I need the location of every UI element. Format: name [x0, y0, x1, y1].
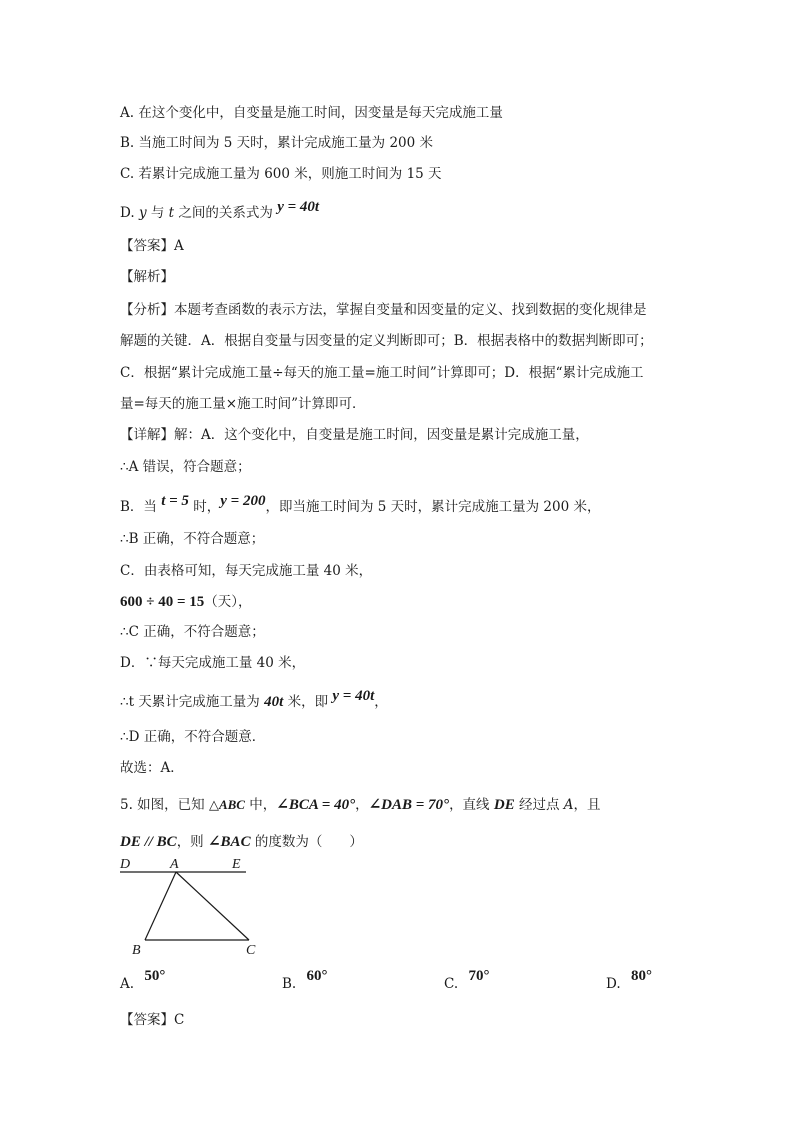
q4-text: （天），	[204, 594, 252, 610]
q5-formula: DE	[493, 797, 515, 813]
q4-text: B．当	[120, 499, 162, 515]
q5-stem-line-1	[120, 795, 601, 815]
label-d: D	[120, 857, 131, 872]
q4-analysis-title: 【解析】	[120, 269, 174, 285]
q4-text: 之间的关系式为	[174, 205, 278, 221]
q5-formula: DE // BC	[120, 834, 177, 850]
q5-triangle: △ABC	[208, 797, 245, 812]
q5-option-d	[606, 968, 652, 992]
label-b: B	[132, 943, 141, 958]
segment-ac	[176, 872, 249, 940]
q4-var-y: y	[138, 205, 147, 221]
q4-option-c: C. 若累计完成施工量为 600 米，则施工时间为 15 天	[120, 166, 442, 182]
q5-text: 的度数为（ ）	[250, 834, 363, 850]
q5-option-c	[444, 968, 490, 992]
q4-detail-line-4: ∴B 正确，不符合题意；	[120, 531, 265, 547]
q5-option-value: 80°	[630, 968, 652, 984]
q4-detail-line-6	[120, 592, 252, 612]
q4-analysis-line-2: 解题的关键．A．根据自变量与因变量的定义判断即可；B．根据表格中的数据判断即可；	[120, 333, 653, 349]
q4-detail-line-5: C．由表格可知，每天完成施工量 40 米，	[120, 563, 373, 579]
q4-analysis-line-4: 量=每天的施工量×施工时间”计算即可．	[120, 396, 366, 412]
q4-formula: t = 5	[161, 493, 189, 509]
q5-text: ，直线	[449, 797, 494, 813]
q4-detail-line-9	[120, 688, 388, 712]
q5-text: 经过点	[514, 797, 564, 813]
q5-text: ，	[355, 797, 369, 813]
q4-formula: 40t	[264, 694, 284, 710]
q4-detail-line-11: 故选：A．	[120, 760, 184, 776]
label-c: C	[246, 943, 256, 958]
q4-detail-line-8: D．∵每天完成施工量 40 米，	[120, 655, 306, 671]
q5-option-a	[120, 968, 166, 992]
q4-option-d-label: D.	[120, 205, 139, 221]
q4-formula: 600 ÷ 40 = 15	[120, 594, 205, 610]
label-a: A	[170, 857, 179, 872]
q4-text: 米，即	[283, 694, 333, 710]
q5-option-letter: D.	[606, 976, 621, 992]
q4-formula: y = 40t	[332, 688, 375, 704]
q5-answer: 【答案】C	[120, 1012, 185, 1028]
q4-option-d	[120, 199, 320, 223]
q5-stem-line-2	[120, 832, 363, 852]
q5-option-letter: C.	[444, 976, 459, 992]
q5-text: ，且	[573, 797, 601, 813]
q4-text: 时，	[188, 499, 221, 515]
q4-detail-line-7: ∴C 正确，不符合题意；	[120, 624, 265, 640]
q4-answer: 【答案】A	[120, 238, 184, 254]
q5-point: A	[563, 797, 574, 813]
q4-formula: y = 200	[220, 493, 266, 509]
q4-detail-line-2: ∴A 错误，符合题意；	[120, 459, 251, 475]
segment-ab	[145, 872, 176, 940]
q4-text: ，即当施工时间为 5 天时，累计完成施工量为 200 米，	[265, 499, 601, 515]
q4-var-t: t	[168, 205, 175, 221]
q5-option-value: 70°	[468, 968, 490, 984]
q5-option-letter: B.	[282, 976, 297, 992]
q5-text: 中，	[244, 797, 277, 813]
q4-detail-line-1: 【详解】解：A．这个变化中，自变量是施工时间，因变量是累计完成施工量，	[120, 427, 589, 443]
q4-text: ，	[374, 694, 388, 710]
q5-formula: ∠BAC	[207, 834, 251, 850]
q5-option-value: 60°	[306, 968, 328, 984]
q5-text: ，则	[176, 834, 208, 850]
q5-triangle-figure	[118, 852, 278, 962]
q5-text: 5. 如图，已知	[120, 797, 209, 813]
q4-detail-line-10: ∴D 正确，不符合题意．	[120, 729, 266, 745]
q5-option-letter: A.	[120, 976, 135, 992]
q4-analysis-line-3: C．根据“累计完成施工量÷每天的施工量=施工时间”计算即可；D．根据“累计完成施工	[120, 365, 644, 381]
q4-text: 与	[146, 205, 169, 221]
q4-formula: y = 40t	[277, 199, 320, 215]
label-e: E	[232, 857, 241, 872]
q4-detail-line-3	[120, 493, 601, 517]
q4-text: ∴t 天累计完成施工量为	[120, 694, 265, 710]
q5-formula: ∠DAB = 70°	[368, 797, 450, 813]
q5-formula: ∠BCA = 40°	[276, 797, 356, 813]
q4-analysis-line-1: 【分析】本题考查函数的表示方法，掌握自变量和因变量的定义、找到数据的变化规律是	[120, 302, 647, 318]
q5-option-value: 50°	[144, 968, 166, 984]
q4-option-b: B. 当施工时间为 5 天时，累计完成施工量为 200 米	[120, 135, 434, 151]
q5-option-b	[282, 968, 328, 992]
q4-option-a: A. 在这个变化中，自变量是施工时间，因变量是每天完成施工量	[120, 105, 503, 121]
